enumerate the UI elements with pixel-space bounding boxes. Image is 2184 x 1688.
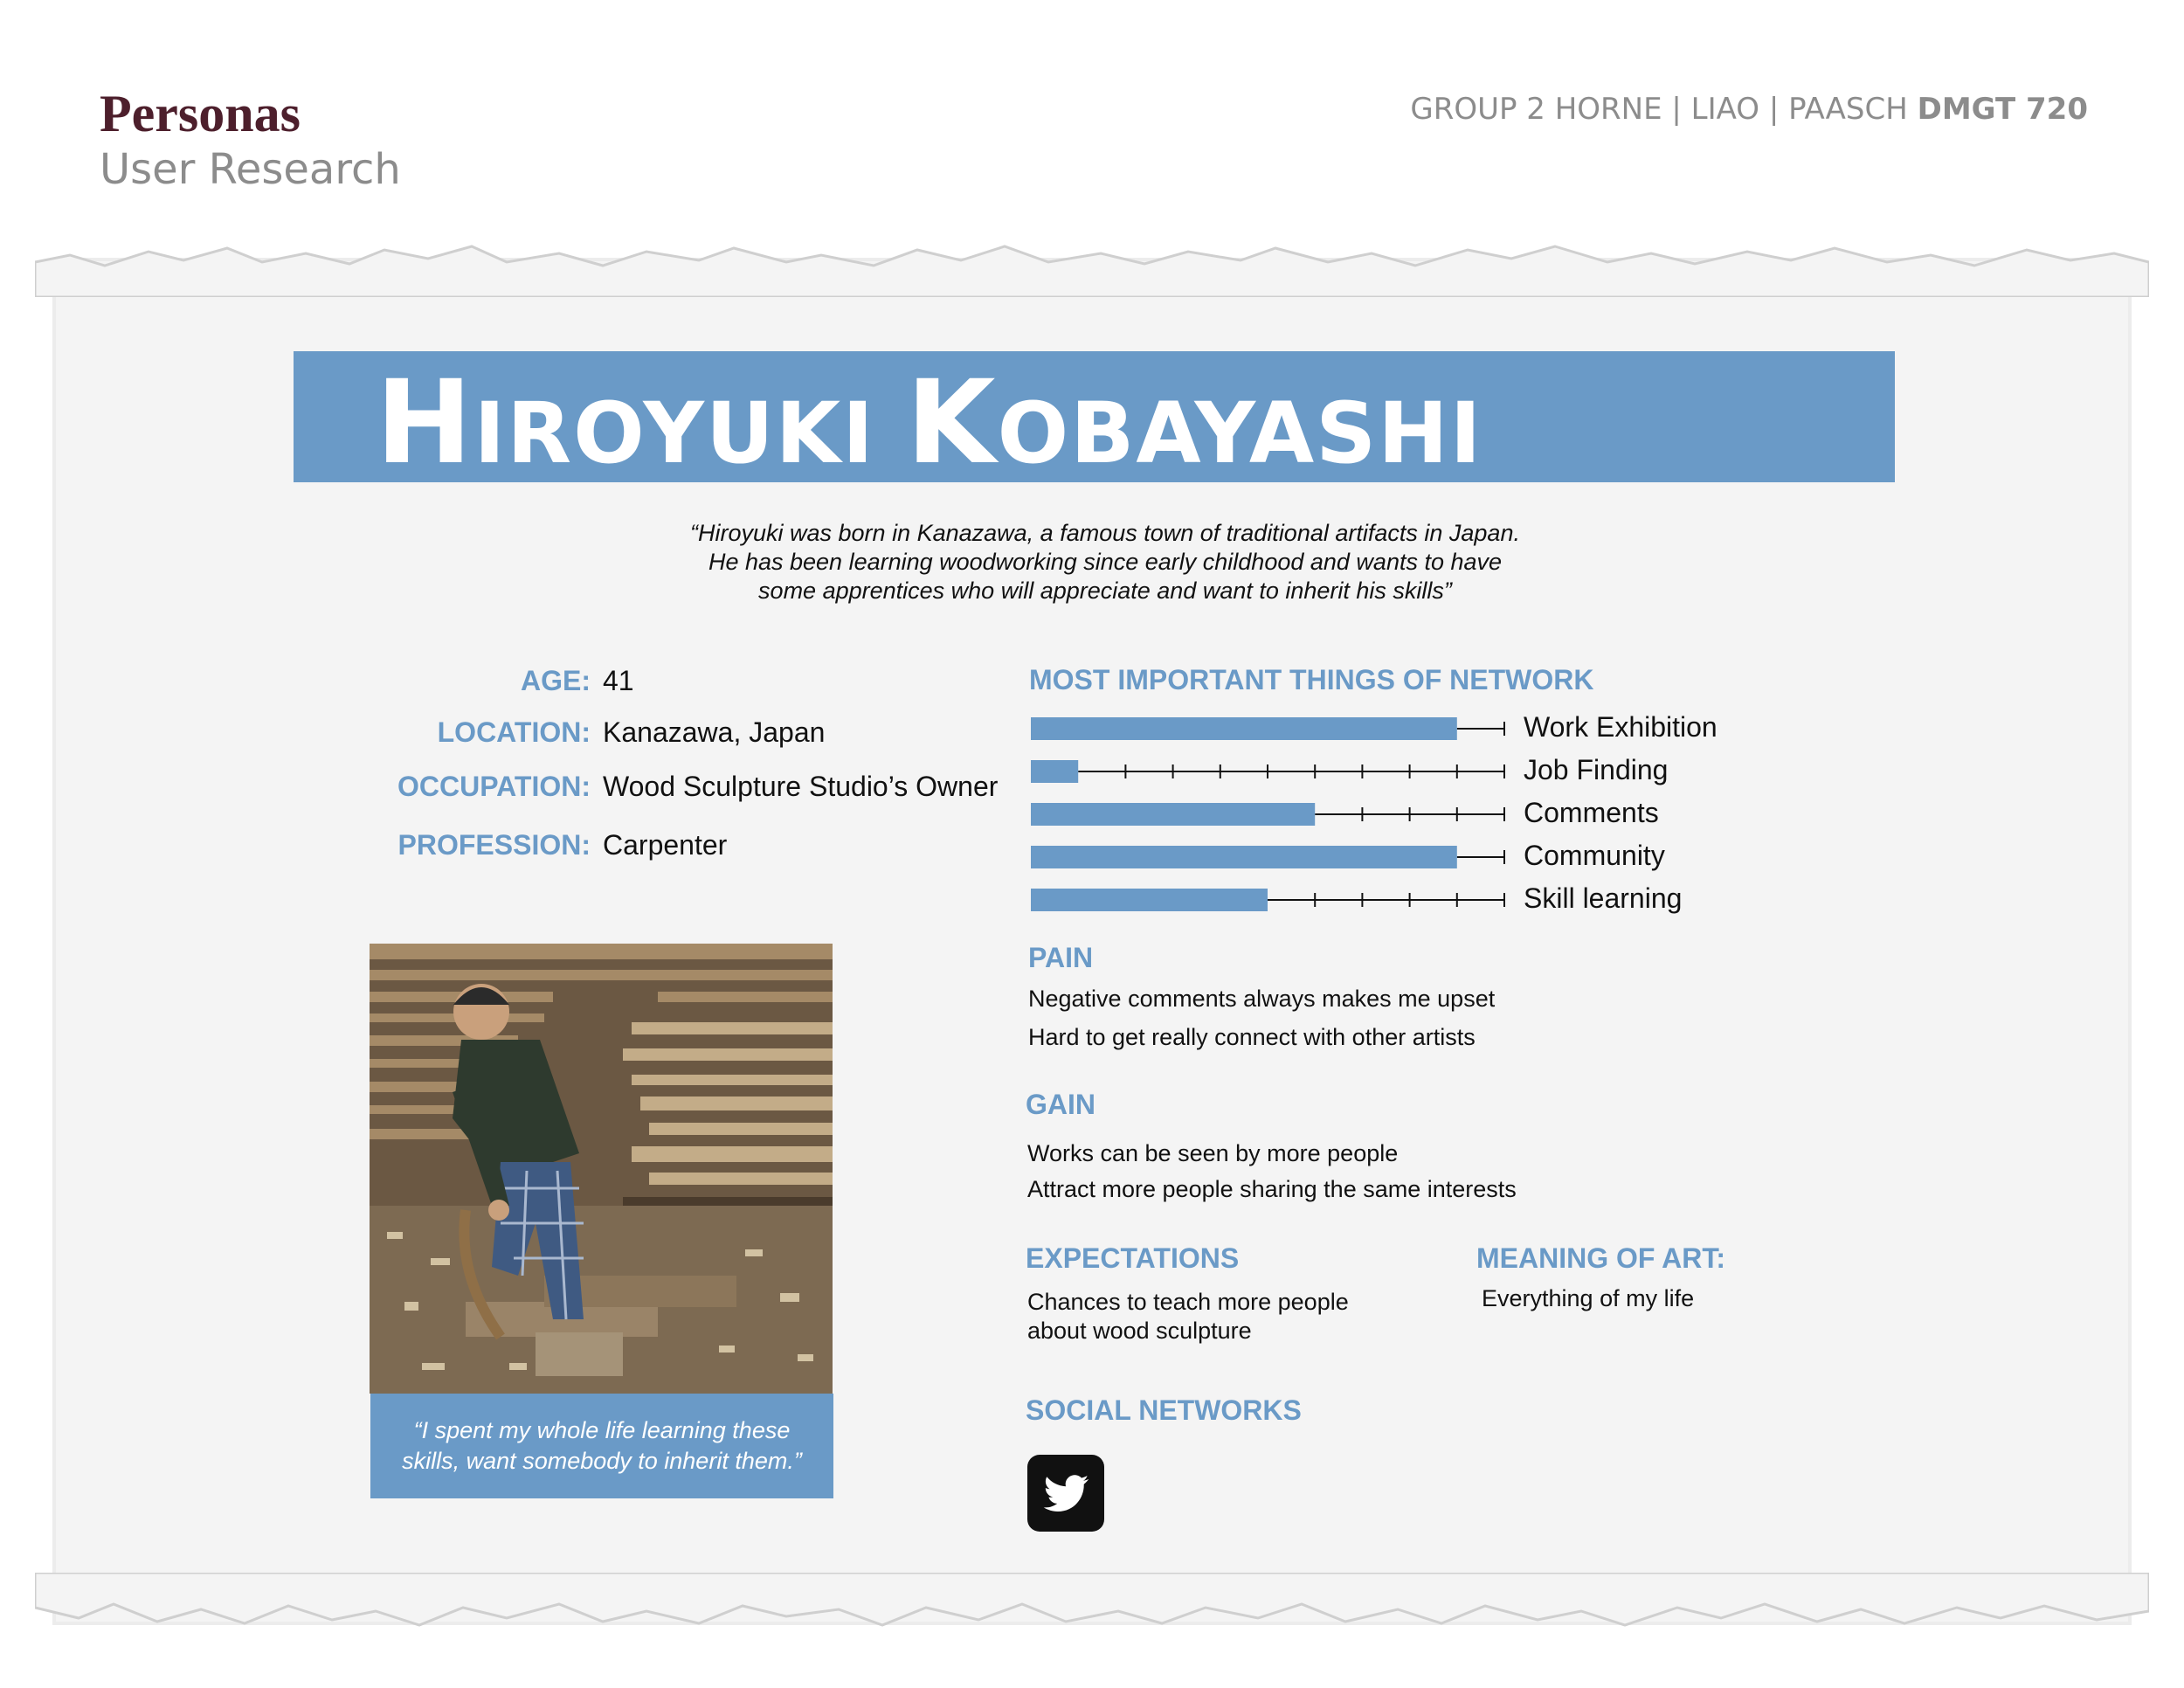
rating-bar-job-finding: [1031, 760, 1078, 783]
expectations-item: about wood sculpture: [1027, 1318, 1252, 1344]
expectations-heading: EXPECTATIONS: [1026, 1242, 1240, 1274]
network-label-job-finding: Job Finding: [1524, 754, 1669, 785]
pain-item: Hard to get really connect with other artists: [1028, 1024, 1476, 1050]
location-value: Kanazawa, Japan: [603, 716, 826, 748]
occupation-label: OCCUPATION:: [397, 771, 591, 802]
social-heading: SOCIAL NETWORKS: [1026, 1394, 1302, 1426]
occupation-value: Wood Sculpture Studio’s Owner: [603, 771, 999, 802]
rating-bar-comments: [1031, 803, 1315, 826]
paper-bottom-edge: [35, 1573, 2149, 1634]
last-initial: K: [906, 356, 998, 490]
age-label: AGE:: [521, 665, 591, 696]
last-name-rest: OBAYASHI: [997, 384, 1483, 482]
location-label: LOCATION:: [437, 716, 591, 748]
persona-quote: [559, 519, 1651, 605]
network-label-comments: Comments: [1524, 797, 1659, 828]
pain-item: Negative comments always makes me upset: [1028, 986, 1496, 1012]
persona-photo: [370, 944, 833, 1394]
profession-label: PROFESSION:: [397, 829, 591, 861]
rating-bar-skill-learning: [1031, 889, 1268, 911]
pain-heading: PAIN: [1028, 942, 1094, 973]
course-code: DMGT 720: [1917, 92, 2088, 127]
caption-line: skills, want somebody to inherit them.”: [402, 1448, 802, 1474]
first-name-rest: IROYUKI: [473, 384, 875, 482]
photo-caption: [370, 1394, 833, 1498]
expectations-item: Chances to teach more people: [1027, 1289, 1349, 1315]
meaning-text: Everything of my life: [1482, 1285, 1695, 1311]
page-title: Personas: [100, 85, 301, 142]
meaning-heading: MEANING OF ART:: [1476, 1242, 1726, 1274]
profession-value: Carpenter: [603, 829, 728, 861]
gain-item: Attract more people sharing the same interests: [1027, 1176, 1517, 1202]
persona-name: [376, 356, 1483, 490]
rating-bar-community: [1031, 846, 1457, 868]
age-value: 41: [603, 665, 634, 696]
network-heading: MOST IMPORTANT THINGS OF NETWORK: [1029, 664, 1594, 695]
network-label-community: Community: [1524, 840, 1665, 871]
network-label-skill-learning: Skill learning: [1524, 882, 1683, 914]
paper-top-edge: [35, 236, 2149, 297]
caption-line: “I spent my whole life learning these: [413, 1417, 791, 1443]
first-initial: H: [376, 356, 474, 490]
gain-item: Works can be seen by more people: [1027, 1140, 1399, 1166]
network-rating-chart: [1022, 708, 1529, 926]
network-label-work-exhibition: Work Exhibition: [1524, 711, 1717, 743]
gain-heading: GAIN: [1026, 1089, 1095, 1120]
twitter-icon[interactable]: [1027, 1455, 1104, 1532]
group-members: GROUP 2 HORNE | LIAO | PAASCH: [1410, 92, 1908, 127]
group-credit: [1410, 92, 2088, 127]
quote-line: He has been learning woodworking since early childhood and wants to have: [708, 549, 1503, 575]
quote-line: some apprentices who will appreciate and want to inherit his skills”: [758, 578, 1452, 604]
page-subtitle: User Research: [100, 145, 401, 194]
rating-bar-work-exhibition: [1031, 717, 1457, 740]
quote-line: “Hiroyuki was born in Kanazawa, a famous town of traditional artifacts in Japan.: [690, 520, 1520, 546]
